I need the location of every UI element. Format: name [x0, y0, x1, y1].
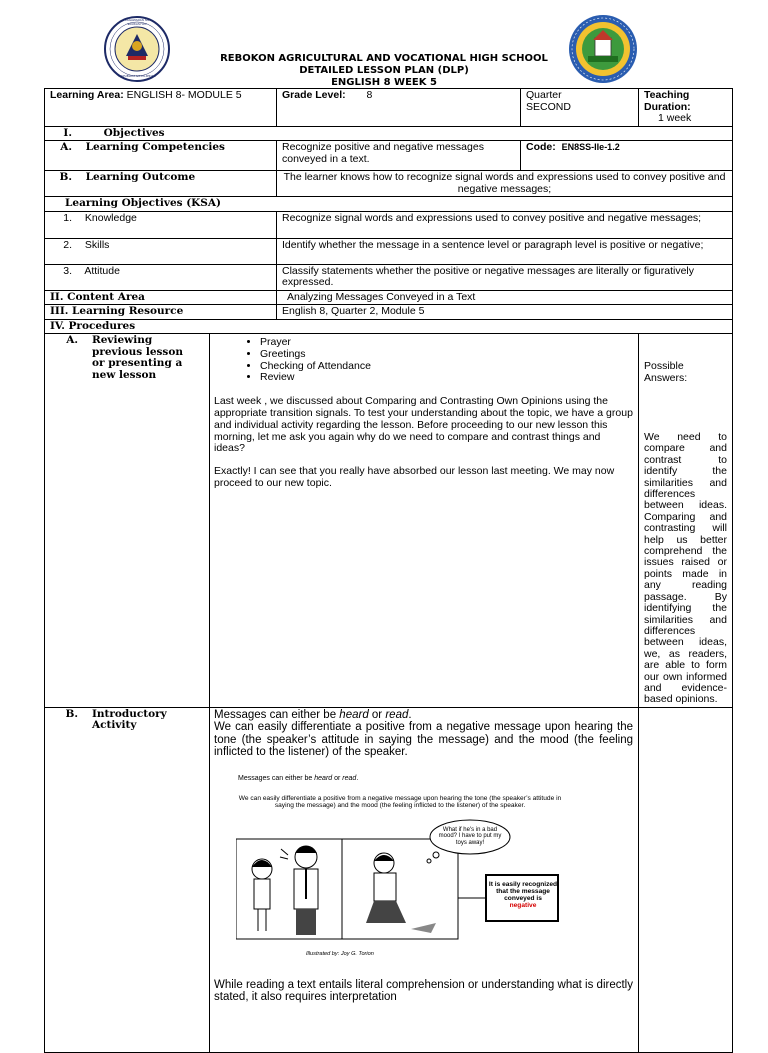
knowledge-label: Knowledge — [84, 211, 137, 224]
figure-text-e: . — [356, 774, 359, 782]
teaching-duration-cell — [639, 89, 733, 127]
review-row — [45, 334, 733, 708]
objectives-number: I. — [63, 126, 72, 139]
learning-resource-value: English 8, Quarter 2, Module 5 — [277, 305, 733, 320]
attitude-row — [45, 264, 733, 290]
quarter-label: Quarter — [526, 89, 562, 101]
learning-resource-row — [45, 305, 733, 320]
procedures-heading-row — [45, 319, 733, 334]
attitude-number: 3. — [63, 264, 72, 277]
competencies-text: Recognize positive and negative messages conveyed in a text. — [277, 141, 521, 171]
introductory-row — [45, 707, 733, 1052]
figure-caption-1 — [238, 773, 358, 785]
school-name: REBOKON AGRICULTURAL AND VOCATIONAL HIGH SCHOOL — [220, 53, 548, 64]
code-cell — [521, 141, 733, 171]
knowledge-row — [45, 211, 733, 238]
competencies-number: A. — [60, 141, 72, 153]
skills-number: 2. — [63, 238, 72, 251]
teaching-duration-value: 1 week — [658, 112, 692, 124]
list-item: • Review — [260, 372, 633, 384]
intro-read: read — [385, 708, 409, 721]
thought-bubble-text: What if he's in a bad mood? I have to put my toys away! — [438, 826, 502, 846]
content-area-row — [45, 290, 733, 305]
content-area-value: Analyzing Messages Conveyed in a Text — [277, 290, 733, 305]
introductory-label: Introductory Activity — [92, 707, 167, 732]
learning-outcome-text: The learner knows how to recognize signal words and expressions used to convey positive and negative messages; — [277, 171, 733, 197]
learning-resource-label: III. Learning Resource — [45, 305, 277, 320]
competencies-row — [45, 141, 733, 171]
competencies-label: Learning Competencies — [85, 141, 225, 153]
intro-text-e: . — [408, 708, 412, 721]
attitude-label: Attitude — [84, 264, 120, 277]
seal-text: KAGAWARAN NG EDUKASYON — [124, 18, 150, 26]
quarter-value: SECOND — [526, 100, 571, 113]
intro-paragraph: We can easily differentiate a positive from a negative message upon hearing the tone (the speaker’s attitude in saying the message) and the mood (the feeling inflicted to the listener) of the speaker. — [214, 721, 633, 759]
lesson-plan-table — [44, 88, 733, 1053]
learning-area-label: Learning Area: — [50, 89, 124, 101]
figure-heard: heard — [314, 774, 333, 782]
introductory-notes-cell — [639, 707, 733, 1052]
review-paragraph-2: Exactly! I can see that you really have absorbed our lesson last meeting. We may now proceed to our new topic. — [214, 465, 615, 489]
introductory-content — [210, 707, 639, 1052]
procedures-heading: IV. Procedures — [45, 319, 733, 334]
knowledge-text: Recognize signal words and expressions used to convey positive and negative messages; — [277, 211, 733, 238]
quarter-cell — [521, 89, 639, 127]
possible-answers-title: Possible Answers: — [644, 360, 688, 384]
review-number: A. — [66, 334, 78, 346]
objectives-heading-row — [45, 126, 733, 141]
intro-text-c: or — [368, 708, 386, 721]
skills-text: Identify whether the message in a sentence level or paragraph level is positive or negative; — [277, 238, 733, 264]
teaching-duration-label: Teaching Duration: — [644, 89, 691, 113]
figure-read: read — [342, 774, 357, 782]
intro-line-1 — [214, 709, 633, 722]
seal-subtext: REPUBLIKA NG PILIPINAS — [118, 74, 156, 78]
figure-caption-2: We can easily differentiate a positive from a negative message upon hearing the tone (the speaker’s attitude in saying the message) and the mood (the feeling inflicted to the listener) of the speaker. — [238, 794, 562, 809]
objectives-title: Objectives — [103, 126, 165, 139]
review-content — [210, 334, 639, 708]
learning-outcome-row — [45, 171, 733, 197]
grade-level-cell — [277, 89, 521, 127]
review-paragraph-1: Last week , we discussed about Comparing and Contrasting Own Opinions using the appropriate transition signals. To test your understanding about the topic, we have a group and individual activity regarding the lesson. Before proceeding to our new lesson this morning, let me ask you again why do we need to compare and contrast things and ideas? — [214, 395, 633, 455]
list-item: • Checking of Attendance — [260, 361, 633, 373]
conclusion-box — [488, 881, 558, 910]
skills-label: Skills — [84, 238, 110, 251]
content-area-label: II. Content Area — [45, 290, 277, 305]
learning-area-value: ENGLISH 8- MODULE 5 — [126, 89, 242, 101]
document-type: DETAILED LESSON PLAN (DLP) — [299, 65, 469, 76]
info-row — [45, 89, 733, 127]
grade-level-value: 8 — [366, 89, 373, 101]
figure-text-c: or — [332, 774, 343, 782]
code-label: Code: — [526, 141, 556, 153]
comic-illustration — [220, 773, 588, 965]
conclusion-box-text: It is easily recognized that the message conveyed is — [488, 880, 558, 903]
learning-outcome-number: B. — [59, 171, 72, 183]
closing-paragraph: While reading a text entails literal comprehension or understanding what is directly stated, it also requires interpretation — [214, 978, 633, 1004]
introductory-number: B. — [65, 707, 78, 720]
skills-row — [45, 238, 733, 264]
ksa-heading: Learning Objectives (KSA) — [45, 197, 733, 212]
figure-text-a: Messages can either be — [238, 774, 315, 782]
list-item: • Prayer — [260, 337, 633, 349]
list-item: • Greetings — [260, 349, 633, 361]
possible-answers-text: We need to compare and contrast to identify the similarities and differences between ideas. Comparing and contrasting will help us better comprehend the issues raised or points made in any reading passage. By identifying the similarities and differences between ideas, we, as readers, are able to form our own informed and evidence-based opinions. — [644, 431, 727, 706]
grade-level-label: Grade Level: — [282, 89, 346, 101]
knowledge-number: 1. — [63, 211, 72, 224]
opening-routine-list — [214, 337, 633, 384]
intro-text-a: Messages can either be — [214, 708, 340, 721]
course-week: ENGLISH 8 WEEK 5 — [331, 77, 437, 88]
review-label: Reviewing previous lesson or presenting a new lesson — [92, 334, 183, 381]
negative-word: negative — [509, 902, 537, 910]
illustration-credit: Illustrated by: Joy G. Torion — [306, 950, 374, 957]
code-value: EN8SS-IIe-1.2 — [561, 142, 620, 152]
learning-outcome-label: Learning Outcome — [85, 171, 196, 183]
learning-area-cell — [45, 89, 277, 127]
attitude-text: Classify statements whether the positive or negative messages are literally or figuratively expressed. — [277, 264, 733, 290]
intro-heard: heard — [339, 708, 369, 721]
ksa-heading-row — [45, 197, 733, 212]
possible-answers-cell — [639, 334, 733, 708]
